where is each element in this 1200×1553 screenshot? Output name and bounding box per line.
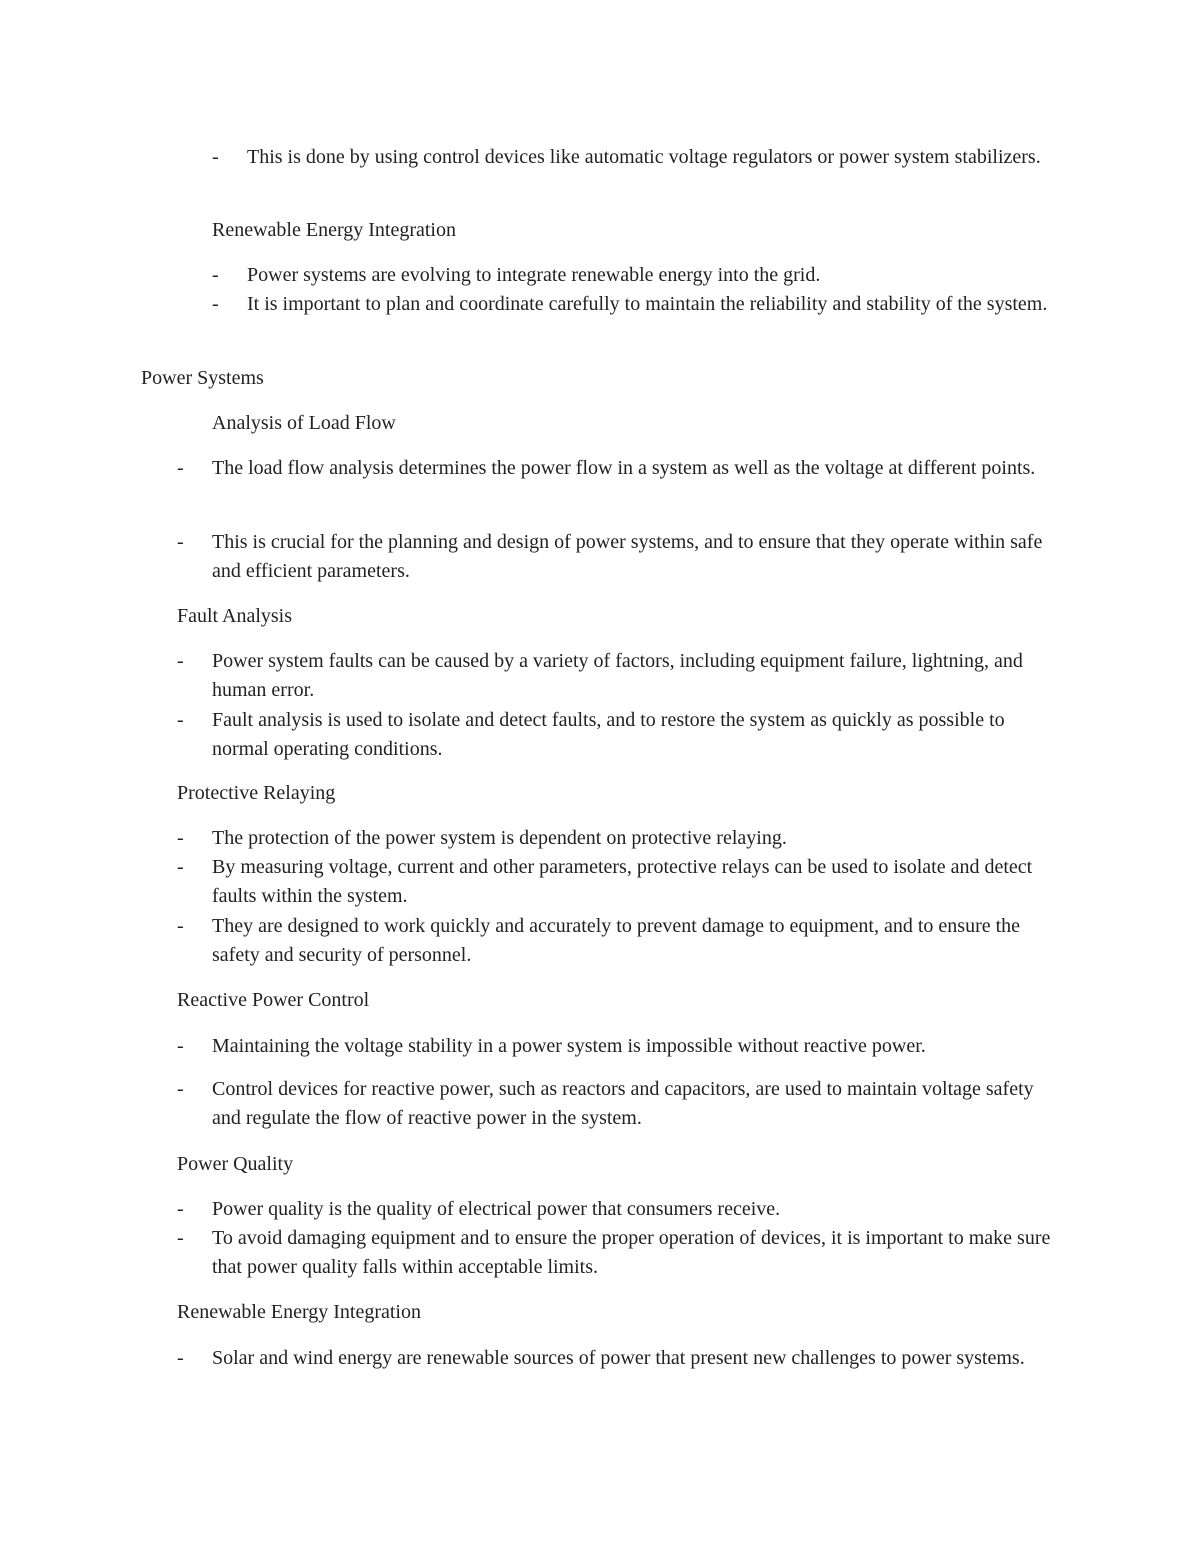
list-item bbox=[177, 824, 1052, 853]
section-heading-renewable-energy-integration-2: Renewable Energy Integration bbox=[177, 1301, 421, 1323]
bullet-dash: - bbox=[212, 293, 219, 315]
bullet-dash: - bbox=[177, 1347, 184, 1369]
list-item-text: Solar and wind energy are renewable sources of power that present new challenges to power systems. bbox=[212, 1347, 1025, 1369]
bullet-dash: - bbox=[177, 709, 184, 731]
list-item-text: Fault analysis is used to isolate and detect faults, and to restore the system as quickly as possible to normal operating conditions. bbox=[212, 709, 1005, 760]
bullet-dash: - bbox=[177, 915, 184, 937]
list-item-text: This is crucial for the planning and design of power systems, and to ensure that they operate within safe and efficient parameters. bbox=[212, 531, 1043, 582]
list-item-text: They are designed to work quickly and accurately to prevent damage to equipment, and to ensure the safety and security of personnel. bbox=[212, 915, 1021, 966]
section-heading-renewable-energy-integration: Renewable Energy Integration bbox=[212, 219, 456, 241]
list-item bbox=[177, 706, 1052, 764]
list-item bbox=[177, 454, 1052, 483]
list-item-text: Power system faults can be caused by a variety of factors, including equipment failure, lightning, and human error. bbox=[212, 650, 1023, 701]
page-heading-power-systems: Power Systems bbox=[141, 367, 264, 389]
list-item-text: The protection of the power system is dependent on protective relaying. bbox=[212, 827, 787, 849]
list-item-text: By measuring voltage, current and other parameters, protective relays can be used to isolate and detect faults within the system. bbox=[212, 856, 1033, 907]
bullet-dash: - bbox=[177, 1035, 184, 1057]
list-item bbox=[177, 1075, 1052, 1133]
list-item bbox=[212, 143, 1042, 172]
list-item bbox=[177, 1224, 1052, 1282]
list-item bbox=[177, 1195, 1052, 1224]
list-item bbox=[177, 647, 1052, 705]
bullet-dash: - bbox=[177, 650, 184, 672]
bullet-dash: - bbox=[177, 531, 184, 553]
section-heading-reactive-power-control: Reactive Power Control bbox=[177, 989, 370, 1011]
bullet-dash: - bbox=[177, 856, 184, 878]
list-item bbox=[177, 853, 1052, 911]
list-item-text: To avoid damaging equipment and to ensure the proper operation of devices, it is important to make sure that power quality falls within acceptable limits. bbox=[212, 1227, 1051, 1278]
list-item bbox=[177, 1344, 1052, 1373]
list-item-text: The load flow analysis determines the power flow in a system as well as the voltage at different points. bbox=[212, 457, 1036, 479]
bullet-dash: - bbox=[212, 146, 219, 168]
section-heading-fault-analysis: Fault Analysis bbox=[177, 605, 293, 627]
list-item bbox=[212, 261, 1072, 290]
section-heading-protective-relaying: Protective Relaying bbox=[177, 782, 336, 804]
bullet-dash: - bbox=[212, 264, 219, 286]
bullet-dash: - bbox=[177, 457, 184, 479]
bullet-dash: - bbox=[177, 1198, 184, 1220]
bullet-dash: - bbox=[177, 827, 184, 849]
list-item bbox=[212, 290, 1072, 319]
list-item bbox=[177, 912, 1052, 970]
bullet-dash: - bbox=[177, 1227, 184, 1249]
section-heading-power-quality: Power Quality bbox=[177, 1153, 294, 1175]
list-item bbox=[177, 528, 1052, 586]
list-item-text: It is important to plan and coordinate carefully to maintain the reliability and stability of the system. bbox=[247, 293, 1048, 315]
list-item-text: Control devices for reactive power, such as reactors and capacitors, are used to maintain voltage safety and regulate the flow of reactive power in the system. bbox=[212, 1078, 1034, 1129]
list-item-text: Power quality is the quality of electrical power that consumers receive. bbox=[212, 1198, 781, 1220]
list-item bbox=[177, 1032, 1057, 1061]
section-heading-load-flow: Analysis of Load Flow bbox=[212, 412, 396, 434]
list-item-text: Power systems are evolving to integrate renewable energy into the grid. bbox=[247, 264, 821, 286]
bullet-dash: - bbox=[177, 1078, 184, 1100]
list-item-text: Maintaining the voltage stability in a power system is impossible without reactive power. bbox=[212, 1035, 926, 1057]
list-item-text: This is done by using control devices like automatic voltage regulators or power system stabilizers. bbox=[247, 146, 1041, 168]
